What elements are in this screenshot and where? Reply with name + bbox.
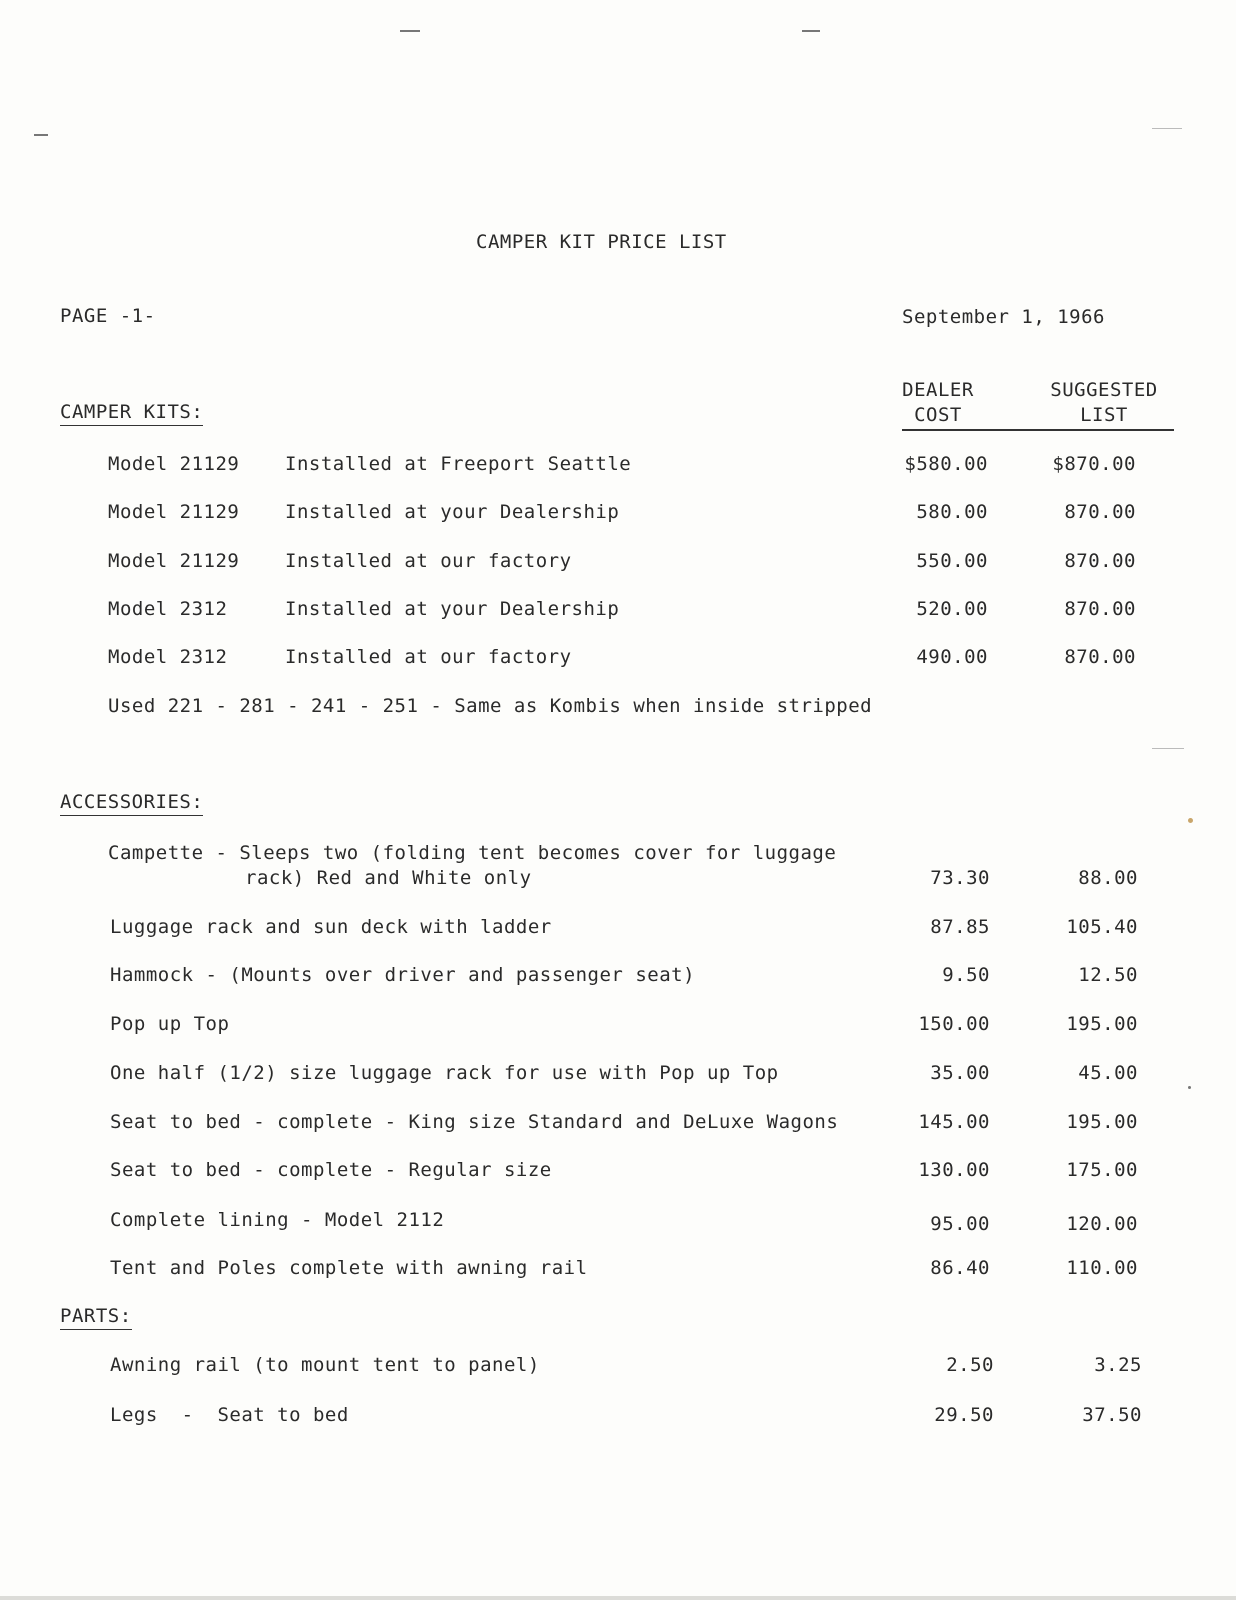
scan-mark xyxy=(0,1596,1236,1600)
suggested-list: 870.00 xyxy=(1064,550,1136,572)
suggested-list: 88.00 xyxy=(1078,867,1138,889)
item-description: Pop up Top xyxy=(110,1013,230,1035)
dealer-cost: 490.00 xyxy=(916,646,988,668)
dealer-cost: 95.00 xyxy=(930,1213,990,1235)
dealer-cost: 520.00 xyxy=(916,598,988,620)
suggested-list: 3.25 xyxy=(1094,1354,1142,1376)
dealer-cost: 2.50 xyxy=(946,1354,994,1376)
suggested-list-header-1: SUGGESTED xyxy=(1050,379,1158,401)
suggested-list: 195.00 xyxy=(1066,1013,1138,1035)
camper-kits-heading: CAMPER KITS: xyxy=(60,401,203,426)
dealer-cost: 550.00 xyxy=(916,550,988,572)
scan-mark xyxy=(1152,128,1182,129)
dealer-cost: 87.85 xyxy=(930,916,990,938)
table-row xyxy=(0,1158,1236,1182)
scan-mark xyxy=(1152,748,1184,749)
scan-mark xyxy=(400,30,420,32)
table-row xyxy=(0,866,1236,890)
item-description: Legs - Seat to bed xyxy=(110,1404,349,1426)
dealer-cost: 150.00 xyxy=(918,1013,990,1035)
scan-mark xyxy=(1188,818,1193,823)
suggested-list: 870.00 xyxy=(1064,501,1136,523)
suggested-list-header-2: LIST xyxy=(1080,404,1128,426)
item-description: Luggage rack and sun deck with ladder xyxy=(110,916,552,938)
document-date: September 1, 1966 xyxy=(902,306,1105,328)
dealer-cost: 73.30 xyxy=(930,867,990,889)
dealer-cost: 130.00 xyxy=(918,1159,990,1181)
dealer-cost: $580.00 xyxy=(904,453,988,475)
suggested-list: $870.00 xyxy=(1052,453,1136,475)
accessories-heading: ACCESSORIES: xyxy=(60,791,203,816)
scan-mark xyxy=(1188,1086,1191,1089)
campette-description-line2: rack) Red and White only xyxy=(245,867,532,889)
column-header-rule xyxy=(902,429,1174,431)
model-number: Model 21129 xyxy=(108,453,240,475)
model-number: Model 21129 xyxy=(108,501,240,523)
table-row xyxy=(0,452,1236,476)
table-row xyxy=(0,597,1236,621)
table-row xyxy=(0,963,1236,987)
item-description: Installed at your Dealership xyxy=(285,501,620,523)
item-description: Installed at our factory xyxy=(285,550,572,572)
document-title: CAMPER KIT PRICE LIST xyxy=(476,231,727,253)
item-description: Installed at our factory xyxy=(285,646,572,668)
dealer-cost: 145.00 xyxy=(918,1111,990,1133)
table-row xyxy=(0,1403,1236,1427)
item-description: Awning rail (to mount tent to panel) xyxy=(110,1354,540,1376)
suggested-list: 120.00 xyxy=(1066,1213,1138,1235)
dealer-cost-header-1: DEALER xyxy=(902,379,974,401)
suggested-list: 45.00 xyxy=(1078,1062,1138,1084)
table-row xyxy=(0,1061,1236,1085)
table-row xyxy=(0,1256,1236,1280)
dealer-cost: 9.50 xyxy=(942,964,990,986)
suggested-list: 110.00 xyxy=(1066,1257,1138,1279)
item-description: Seat to bed - complete - Regular size xyxy=(110,1159,552,1181)
suggested-list: 12.50 xyxy=(1078,964,1138,986)
table-row xyxy=(0,1012,1236,1036)
item-description: Seat to bed - complete - King size Standard and DeLuxe Wagons xyxy=(110,1111,839,1133)
suggested-list: 37.50 xyxy=(1082,1404,1142,1426)
model-number: Model 2312 xyxy=(108,598,228,620)
item-description: Tent and Poles complete with awning rail xyxy=(110,1257,588,1279)
table-row xyxy=(0,1353,1236,1377)
item-description: Hammock - (Mounts over driver and passenger seat) xyxy=(110,964,696,986)
parts-heading: PARTS: xyxy=(60,1305,132,1330)
used-models-note: Used 221 - 281 - 241 - 251 - Same as Kombis when inside stripped xyxy=(108,695,873,717)
item-description: Installed at your Dealership xyxy=(285,598,620,620)
suggested-list: 870.00 xyxy=(1064,598,1136,620)
table-row xyxy=(0,500,1236,524)
suggested-list: 105.40 xyxy=(1066,916,1138,938)
table-row xyxy=(0,915,1236,939)
suggested-list: 870.00 xyxy=(1064,646,1136,668)
suggested-list: 175.00 xyxy=(1066,1159,1138,1181)
dealer-cost: 29.50 xyxy=(934,1404,994,1426)
campette-description-line1: Campette - Sleeps two (folding tent becomes cover for luggage xyxy=(108,842,837,864)
dealer-cost: 580.00 xyxy=(916,501,988,523)
item-description: Complete lining - Model 2112 xyxy=(110,1209,445,1231)
table-row xyxy=(0,549,1236,573)
dealer-cost-header-2: COST xyxy=(914,404,962,426)
model-number: Model 2312 xyxy=(108,646,228,668)
dealer-cost: 86.40 xyxy=(930,1257,990,1279)
item-description: One half (1/2) size luggage rack for use with Pop up Top xyxy=(110,1062,779,1084)
scan-mark xyxy=(34,134,48,136)
suggested-list: 195.00 xyxy=(1066,1111,1138,1133)
page-number: PAGE -1- xyxy=(60,305,156,327)
item-description: Installed at Freeport Seattle xyxy=(285,453,632,475)
dealer-cost: 35.00 xyxy=(930,1062,990,1084)
model-number: Model 21129 xyxy=(108,550,240,572)
table-row xyxy=(0,1208,1236,1235)
table-row xyxy=(0,645,1236,669)
table-row xyxy=(0,1110,1236,1134)
scan-mark xyxy=(802,30,820,32)
